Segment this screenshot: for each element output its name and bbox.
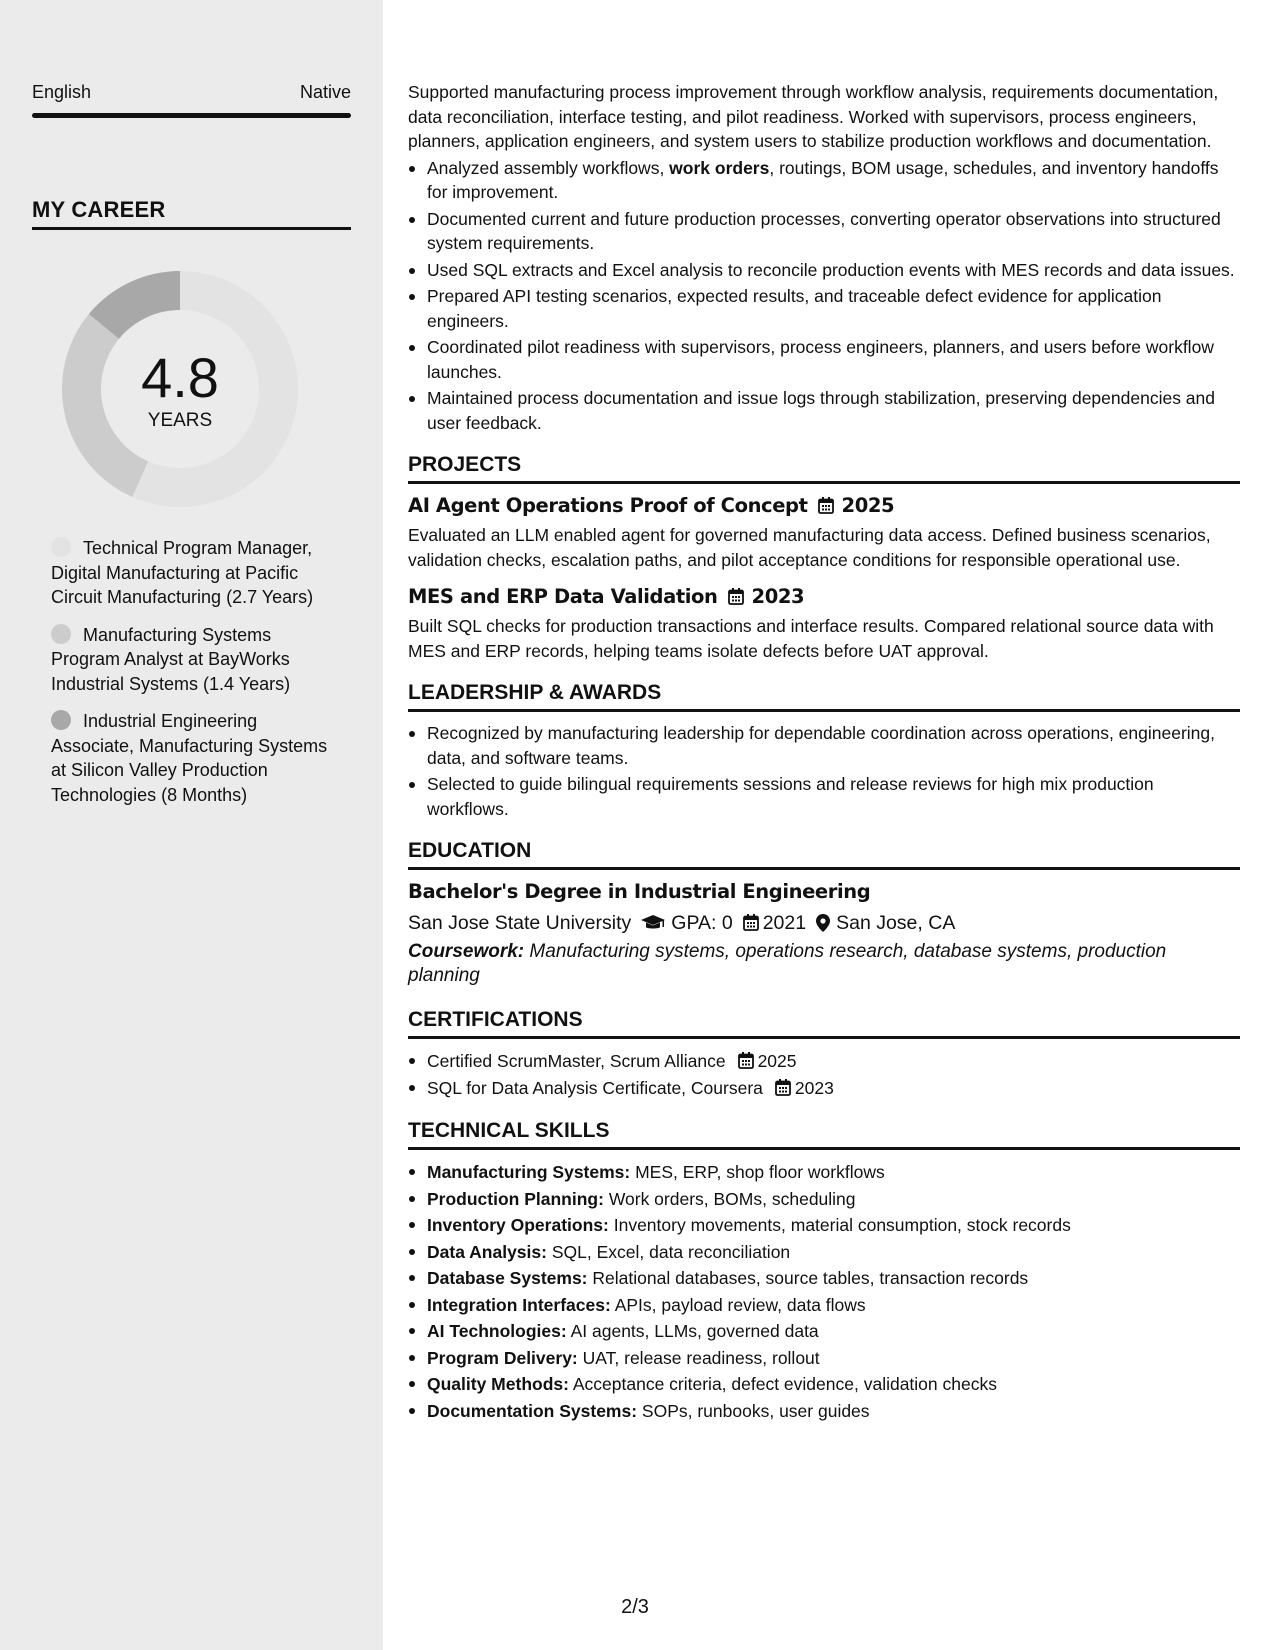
project-year: 2025: [841, 494, 895, 517]
skill-value: Acceptance criteria, defect evidence, validation checks: [572, 1374, 997, 1394]
skill-item: [408, 1371, 1240, 1398]
career-item-text: Technical Program Manager, Digital Manufacturing at Pacific Circuit Manufacturing (2.7 Years): [51, 538, 314, 607]
career-item: [51, 623, 331, 697]
skill-item: [408, 1186, 1240, 1213]
certification-item: [408, 1075, 1240, 1102]
project-item: [408, 584, 1240, 663]
coursework-text: Manufacturing systems, operations research, database systems, production planning: [408, 941, 1167, 986]
career-list: [51, 536, 331, 820]
leadership-item: Selected to guide bilingual requirements sessions and release reviews for high mix production workflows.: [408, 772, 1240, 821]
career-years-label: YEARS: [147, 410, 213, 431]
skill-label: Manufacturing Systems:: [427, 1162, 631, 1182]
experience-bullet: Coordinated pilot readiness with supervisors, process engineers, planners, and users before workflow launches.: [408, 335, 1240, 384]
legend-dot-icon: [51, 537, 71, 557]
career-item: [51, 536, 331, 610]
project-title: [408, 584, 1240, 610]
certification-item: [408, 1048, 1240, 1075]
skill-item: [408, 1318, 1240, 1345]
certification-name: Certified ScrumMaster, Scrum Alliance: [427, 1051, 726, 1071]
graduation-year: 2021: [762, 912, 807, 934]
page-number: 2/3: [621, 1596, 649, 1618]
project-description: Built SQL checks for production transactions and interface results. Compared relational source data with MES and ERP records, helping teams isolate defects before UAT approval.: [408, 616, 1214, 661]
skill-label: Data Analysis:: [427, 1241, 547, 1262]
experience-bullet: Used SQL extracts and Excel analysis to reconcile production events with MES records and data issues.: [408, 258, 1240, 283]
skill-item: [408, 1212, 1240, 1239]
language-name: English: [32, 82, 92, 102]
certification-name: SQL for Data Analysis Certificate, Coursera: [427, 1077, 763, 1098]
skills-heading: TECHNICAL SKILLS: [408, 1119, 1240, 1150]
skill-label: Program Delivery:: [427, 1347, 578, 1368]
skill-value: UAT, release readiness, rollout: [582, 1347, 820, 1368]
project-description: Evaluated an LLM enabled agent for governed manufacturing data access. Defined business scenarios, validation checks, escalation paths, and pilot acceptance conditions for responsible operational use.: [408, 525, 1211, 570]
project-year: 2023: [751, 585, 805, 608]
skill-value: Inventory movements, material consumption, stock records: [613, 1215, 1071, 1235]
skill-label: Quality Methods:: [427, 1374, 569, 1394]
bullet-bold-text: work orders: [669, 157, 770, 178]
projects-heading: PROJECTS: [408, 453, 1240, 484]
school-location: San Jose, CA: [836, 912, 956, 934]
legend-dot-icon: [51, 624, 71, 644]
career-item-text: Industrial Engineering Associate, Manufacturing Systems at Silicon Valley Production Technologies (8 Months): [51, 711, 328, 805]
skill-label: Database Systems:: [427, 1268, 588, 1288]
skill-value: Work orders, BOMs, scheduling: [608, 1188, 856, 1209]
education-details: [408, 909, 1240, 937]
leadership-list: [408, 721, 1240, 821]
experience-bullet: Documented current and future production processes, converting operator observations into structured system requirements.: [408, 207, 1240, 256]
calendar-icon: [743, 914, 759, 931]
bullet-text: Analyzed assembly workflows,: [427, 157, 670, 178]
skill-label: Documentation Systems:: [427, 1400, 638, 1421]
project-item: [408, 493, 1240, 572]
gpa: GPA: 0: [671, 912, 733, 934]
skill-label: Inventory Operations:: [427, 1215, 609, 1235]
career-heading-rule: [32, 227, 351, 230]
skill-value: MES, ERP, shop floor workflows: [635, 1162, 885, 1182]
career-years-value: 4.8: [141, 346, 219, 409]
skill-item: [408, 1398, 1240, 1425]
skill-item: [408, 1239, 1240, 1266]
skill-value: Relational databases, source tables, transaction records: [592, 1268, 1029, 1288]
coursework-label: Coursework:: [408, 941, 525, 962]
main-content: [408, 80, 1240, 1424]
degree-title: Bachelor's Degree in Industrial Engineering: [408, 880, 871, 903]
skill-value: SQL, Excel, data reconciliation: [551, 1241, 791, 1262]
language-level-bar: [32, 113, 351, 118]
calendar-icon: [738, 1052, 754, 1069]
career-item: [51, 709, 331, 807]
experience-bullets: [408, 156, 1240, 436]
skill-value: AI agents, LLMs, governed data: [570, 1321, 819, 1341]
skills-list: [408, 1159, 1240, 1424]
leadership-item: Recognized by manufacturing leadership for dependable coordination across operations, engineering, data, and software teams.: [408, 721, 1240, 770]
project-title: [408, 493, 1240, 519]
skill-label: Production Planning:: [427, 1188, 604, 1209]
coursework: [408, 940, 1240, 988]
language-level: Native: [299, 82, 351, 102]
education-heading: EDUCATION: [408, 839, 1240, 870]
experience-bullet: [408, 156, 1240, 205]
certifications-list: [408, 1048, 1240, 1101]
sidebar: [0, 0, 383, 1650]
certifications-heading: CERTIFICATIONS: [408, 1008, 1240, 1039]
skill-item: [408, 1265, 1240, 1292]
language-row: [32, 82, 351, 103]
leadership-heading: LEADERSHIP & AWARDS: [408, 681, 1240, 712]
calendar-icon: [818, 497, 834, 514]
skill-label: Integration Interfaces:: [427, 1294, 611, 1315]
experience-summary: Supported manufacturing process improvement through workflow analysis, requirements documentation, data reconciliation, interface testing, and pilot readiness. Worked with supervisors, process engineers, planners, application engineers, and system users to stabilize production workflows and documentation.: [408, 82, 1219, 151]
career-heading: MY CAREER: [32, 197, 166, 222]
location-pin-icon: [816, 914, 830, 932]
experience-bullet: Prepared API testing scenarios, expected results, and traceable defect evidence for application engineers.: [408, 284, 1240, 333]
certification-year: 2025: [757, 1051, 797, 1071]
calendar-icon: [728, 588, 744, 605]
skill-item: [408, 1292, 1240, 1319]
experience-bullet: Maintained process documentation and issue logs through stabilization, preserving dependencies and user feedback.: [408, 386, 1240, 435]
project-title-text: AI Agent Operations Proof of Concept: [408, 494, 808, 517]
skill-value: APIs, payload review, data flows: [614, 1294, 866, 1315]
bullet-text: , routings, BOM usage, schedules, and inventory handoffs for improvement.: [427, 157, 1219, 202]
skill-label: AI Technologies:: [427, 1321, 567, 1341]
school-name: San Jose State University: [408, 912, 632, 934]
project-title-text: MES and ERP Data Validation: [408, 585, 718, 608]
certification-year: 2023: [794, 1077, 834, 1098]
graduation-cap-icon: [641, 914, 665, 931]
skill-value: SOPs, runbooks, user guides: [641, 1400, 870, 1421]
skill-item: [408, 1345, 1240, 1372]
career-item-text: Manufacturing Systems Program Analyst at BayWorks Industrial Systems (1.4 Years): [51, 624, 291, 694]
calendar-icon: [775, 1079, 791, 1096]
legend-dot-icon: [51, 710, 71, 730]
skill-item: [408, 1159, 1240, 1186]
